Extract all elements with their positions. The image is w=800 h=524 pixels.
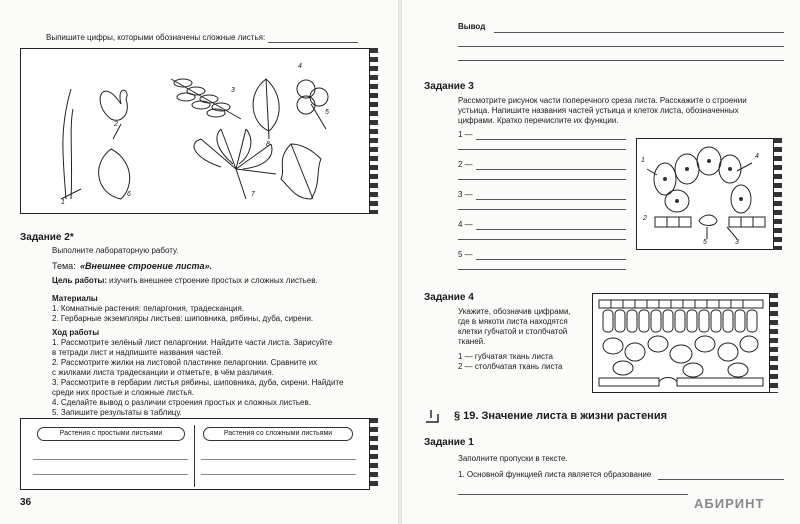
answer-line [458, 239, 626, 240]
leaves-figure [20, 48, 370, 214]
stoma-number-1: 1 [641, 157, 645, 164]
goal-text: изучить внешнее строение простых и сложных листьев. [109, 276, 318, 285]
task3-item-2: 2 — [458, 160, 473, 169]
task1-item-1: 1. Основной функцией листа является образование [458, 470, 652, 479]
answer-line [476, 139, 626, 140]
task3-text-3: цифрами. Кратко перечислите их функции. [458, 116, 619, 125]
mesophyll-figure [592, 293, 770, 393]
leaf-number-3: 3 [231, 87, 235, 94]
answer-line [268, 42, 358, 43]
answer-line [658, 479, 784, 480]
answer-line [458, 209, 626, 210]
leaf-number-2: 2 [114, 121, 118, 128]
table-divider [194, 425, 195, 487]
task3-item-4: 4 — [458, 220, 473, 229]
section-title: § 19. Значение листа в жизни растения [454, 410, 668, 422]
task3-item-5: 5 — [458, 250, 473, 259]
frame-edge [770, 293, 778, 393]
answer-line [458, 46, 784, 47]
material-1: 1. Комнатные растения: пеларгония, традесканция. [52, 304, 245, 313]
answer-line [458, 494, 688, 495]
answer-line [494, 32, 784, 33]
material-2: 2. Гербарные экземпляры листьев: шиповника, рябины, дуба, сирени. [52, 314, 314, 323]
stoma-number-4: 4 [755, 153, 759, 160]
leaf-number-7: 7 [251, 191, 255, 198]
task4-item-2: 2 — столбчатая ткань листа [458, 362, 563, 371]
complex-leaves-header: Растения со сложными листьями [203, 427, 353, 441]
task4-text-1: Укажите, обозначив цифрами, [458, 307, 571, 316]
results-table [20, 418, 370, 490]
task4-item-1: 1 — губчатая ткань листа [458, 352, 553, 361]
goal-label: Цель работы: [52, 276, 107, 285]
frame-edge [774, 138, 782, 250]
step-line-6: среди них простые и сложные листья. [52, 388, 195, 397]
topic-label: Тема: [52, 261, 76, 271]
answer-line [476, 259, 626, 260]
task2-instruction: Выполните лабораторную работу. [52, 246, 179, 255]
publisher-watermark: АБИРИНТ [694, 496, 765, 511]
leaf-number-5: 5 [325, 109, 329, 116]
answer-line [33, 474, 188, 475]
task2-title: Задание 2* [20, 232, 74, 243]
leaf-number-1: 1 [61, 199, 65, 206]
steps-title: Ход работы [52, 328, 100, 337]
answer-line [476, 199, 626, 200]
step-line-1: 1. Рассмотрите зелёный лист пеларгонии. Найдите части листа. Зарисуйте [52, 338, 333, 347]
answer-line [458, 269, 626, 270]
leaf-number-6: 6 [127, 191, 131, 198]
task4-text-4: тканей. [458, 337, 486, 346]
leaf-number-8: 8 [266, 141, 270, 148]
task3-item-3: 3 — [458, 190, 473, 199]
task3-title: Задание 3 [424, 81, 474, 92]
leaf-number-4: 4 [298, 63, 302, 70]
answer-line [458, 60, 784, 61]
task3-text-2: устьица. Напишите названия частей устьица и клеток листа, обозначенных [458, 106, 739, 115]
mesophyll-drawing [593, 294, 769, 392]
stoma-number-3: 3 [735, 239, 739, 246]
task4-text-2: где в мякоти листа находятся [458, 317, 568, 326]
step-line-8: 5. Запишите результаты в таблицу. [52, 408, 182, 417]
stoma-figure [636, 138, 774, 250]
task3-item-1: 1 — [458, 130, 473, 139]
answer-line [476, 169, 626, 170]
step-line-2: в тетради лист и надпишите названия частей. [52, 348, 224, 357]
answer-line [201, 474, 356, 475]
step-line-4: с жилками листа традесканции и отметьте, в чём различия. [52, 368, 274, 377]
complex-leaves-prompt: Выпишите цифры, которыми обозначены сложные листья: [46, 33, 266, 42]
answer-line [476, 229, 626, 230]
answer-line [458, 149, 626, 150]
step-line-3: 2. Рассмотрите жилки на листовой пластинке пеларгонии. Сравните их [52, 358, 318, 367]
stoma-number-2: 2 [643, 215, 647, 222]
task1-instruction: Заполните пропуски в тексте. [458, 454, 568, 463]
task3-text-1: Рассмотрите рисунок части поперечного среза листа. Расскажите о строении [458, 96, 747, 105]
step-line-7: 4. Сделайте вывод о различии строения простых и сложных листьев. [52, 398, 311, 407]
frame-edge [370, 418, 378, 490]
task4-title: Задание 4 [424, 292, 474, 303]
page-number: 36 [20, 497, 32, 508]
stoma-number-5: 5 [703, 239, 707, 246]
right-page [402, 0, 800, 524]
task1-title: Задание 1 [424, 437, 474, 448]
step-line-5: 3. Рассмотрите в гербарии листья рябины, шиповника, дуба, сирени. Найдите [52, 378, 344, 387]
conclusion-label: Вывод [458, 22, 486, 31]
stoma-drawing [637, 139, 773, 249]
frame-edge [370, 48, 378, 214]
simple-leaves-header: Растения с простыми листьями [37, 427, 185, 441]
task4-text-3: клетки губчатой и столбчатой [458, 327, 568, 336]
section-marker-icon [424, 408, 440, 424]
leaves-drawing [21, 49, 371, 215]
answer-line [201, 459, 356, 460]
materials-title: Материалы [52, 294, 98, 303]
answer-line [33, 459, 188, 460]
answer-line [458, 179, 626, 180]
left-page [0, 0, 398, 524]
topic-value: «Внешнее строение листа». [80, 261, 212, 271]
